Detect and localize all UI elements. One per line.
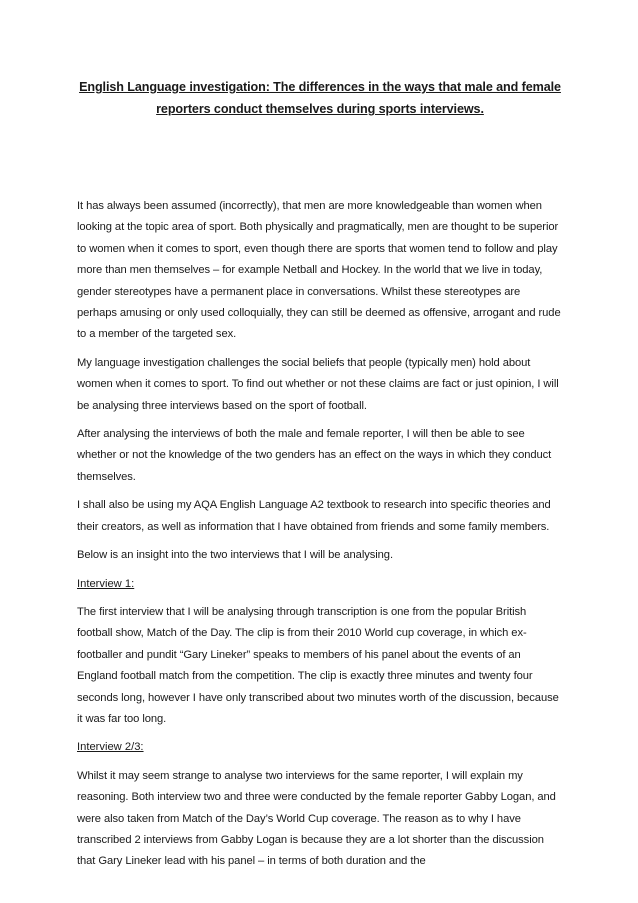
- paragraph-insight: Below is an insight into the two interviews that I will be analysing.: [77, 549, 393, 562]
- heading-interview-2-3: Interview 2/3:: [77, 741, 144, 754]
- paragraph-analysis: After analysing the interviews of both the male and female reporter, I will then be able to see whether or not the knowledge of the two genders has an effect on the ways in which they conduct themselves.: [77, 428, 552, 483]
- paragraph-interview-1: The first interview that I will be analysing through transcription is one from the popular British football show, Match of the Day. The clip is from their 2010 World cup coverage, in which ex-footballer and pundit “Gary Lineker” speaks to members of his panel about the events of an England football match from the competition. The clip is exactly three minutes and twenty four seconds long, however I have only transcribed about two minutes worth of the discussion, because it was far too long.: [77, 605, 559, 725]
- paragraph-intro: It has always been assumed (incorrectly), that men are more knowledgeable than women when looking at the topic area of sport. Both physically and pragmatically, men are thought to be superior to women when it comes to sport, even though there are sports that women tend to follow and play more than men themselves – for example Netball and Hockey. In the world that we live in today, gender stereotypes have a permanent place in conversations. Whilst these stereotypes are perhaps amusing or only used colloquially, they can still be deemed as offensive, arrogant and rude to a member of the targeted sex.: [77, 200, 561, 341]
- paragraph-research: I shall also be using my AQA English Language A2 textbook to research into specific theories and their creators, as well as information that I have obtained from friends and some family members.: [77, 499, 551, 533]
- paragraph-investigation: My language investigation challenges the social beliefs that people (typically men) hold about women when it comes to sport. To find out whether or not these claims are fact or just opinion, I will be analysing three interviews based on the sport of football.: [77, 356, 559, 412]
- paragraph-interview-2-3: Whilst it may seem strange to analyse two interviews for the same reporter, I will explain my reasoning. Both interview two and three were conducted by the female reporter Gabby Logan, and were also taken from Match of the Day’s World Cup coverage. The reason as to why I have transcribed 2 interviews from Gabby Logan is because they are a lot shorter than the discussion that Gary Lineker lead with his panel – in terms of both duration and the: [77, 769, 556, 868]
- document-title: English Language investigation: The differences in the ways that male and female reporters conduct themselves during sports interviews.: [79, 80, 561, 116]
- heading-interview-1: Interview 1:: [77, 577, 135, 590]
- document-body: [77, 196, 563, 873]
